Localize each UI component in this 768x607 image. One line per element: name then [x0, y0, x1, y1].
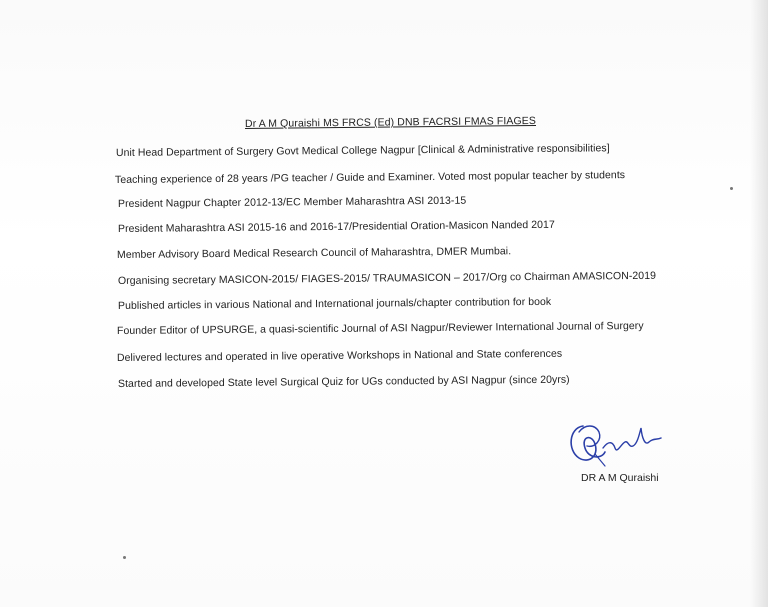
- credential-line-1: Unit Head Department of Surgery Govt Medical College Nagpur [Clinical & Administrative responsibilities]: [115, 142, 610, 159]
- credential-line-2: Teaching experience of 28 years /PG teacher / Guide and Examiner. Voted most popular teacher by students: [114, 169, 626, 186]
- credential-line-5: Member Advisory Board Medical Research Council of Maharashtra, DMER Mumbai.: [116, 245, 512, 261]
- credential-line-8: Founder Editor of UPSURGE, a quasi-scientific Journal of ASI Nagpur/Reviewer International Journal of Surgery: [116, 319, 644, 337]
- signature-name: DR A M Quraishi: [581, 472, 659, 484]
- credential-line-4: President Maharashtra ASI 2015-16 and 2016-17/Presidential Oration-Masicon Nanded 2017: [117, 218, 555, 235]
- scan-edge-shadow: [750, 0, 768, 607]
- scan-speck: [730, 187, 733, 190]
- credential-line-9: Delivered lectures and operated in live operative Workshops in National and State conferences: [116, 347, 563, 364]
- scan-speck: [123, 556, 126, 559]
- credential-line-3: President Nagpur Chapter 2012-13/EC Member Maharashtra ASI 2013-15: [117, 194, 467, 210]
- credential-line-7: Published articles in various National and International journals/chapter contribution for book: [117, 295, 552, 312]
- document-heading: Dr A M Quraishi MS FRCS (Ed) DNB FACRSI FMAS FIAGES: [244, 114, 537, 130]
- credential-line-10: Started and developed State level Surgical Quiz for UGs conducted by ASI Nagpur (since 20yrs): [117, 373, 570, 390]
- credential-line-6: Organising secretary MASICON-2015/ FIAGES-2015/ TRAUMASICON – 2017/Org co Chairman AMASICON-2019: [117, 269, 657, 287]
- handwritten-signature: [565, 418, 675, 470]
